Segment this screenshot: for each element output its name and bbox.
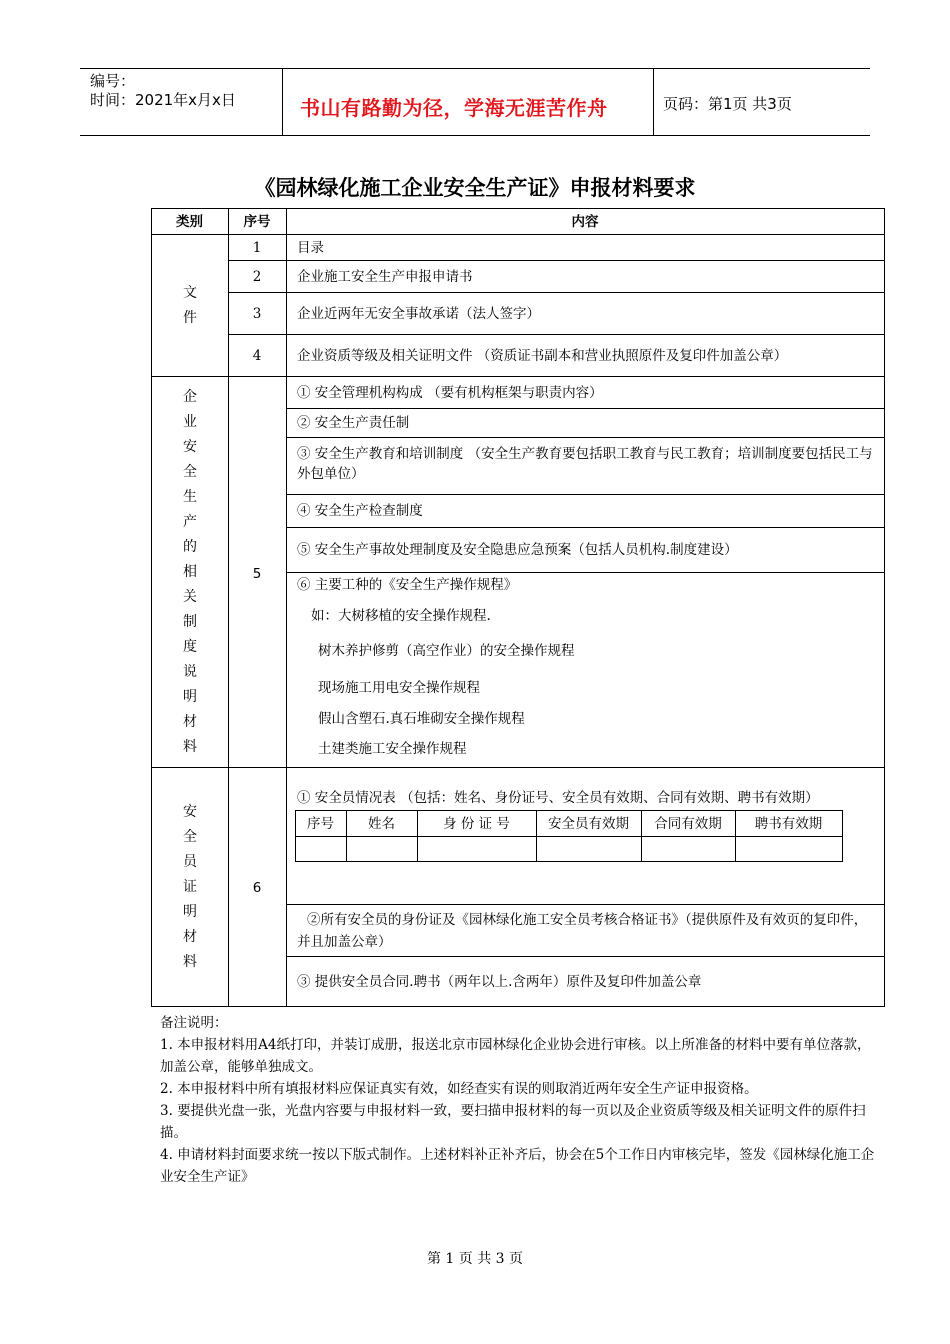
note-item: 4. 申请材料封面要求统一按以下版式制作。上述材料补正补齐后，协会在5个工作日内审核完毕，签发《园林绿化施工企业安全生产证》 [160, 1147, 875, 1185]
category-char: 制 [183, 614, 197, 630]
category-char: 相 [183, 564, 197, 580]
row-content: ②所有安全员的身份证及《园林绿化施工安全员考核合格证书》（提供原件及有效页的复印件，并且加盖公章） [297, 912, 868, 950]
notes-section [160, 1012, 880, 1188]
row-content: ① 安全管理机构构成 （要有机构框架与职责内容） [297, 385, 603, 401]
document-number-label: 编号： [90, 72, 136, 90]
row-number: 1 [252, 240, 262, 256]
category-char: 产 [183, 514, 197, 530]
document-title: 《园林绿化施工企业安全生产证》申报材料要求 [254, 176, 696, 200]
category-char: 生 [183, 489, 197, 505]
category-char: 料 [183, 739, 197, 755]
category-safety-officer [180, 800, 200, 975]
row-number: 6 [252, 880, 262, 896]
category-char: 度 [183, 639, 197, 655]
operation-rules-title: ⑥ 主要工种的《安全生产操作规程》 [297, 577, 518, 593]
header-content: 内容 [571, 214, 599, 230]
row-number: 3 [252, 306, 262, 322]
row-content: ③ 提供安全员合同.聘书（两年以上.含两年）原件及复印件加盖公章 [297, 974, 702, 990]
subtable-header: 合同有效期 [654, 816, 722, 832]
header-category: 类别 [176, 214, 203, 230]
notes-heading: 备注说明： [160, 1015, 228, 1031]
row-number: 5 [252, 566, 262, 582]
category-documents [180, 281, 200, 331]
subtable-header: 身 份 证 号 [443, 816, 510, 832]
category-char: 证 [183, 879, 197, 895]
category-char: 员 [183, 854, 197, 870]
note-item: 3. 要提供光盘一张，光盘内容要与申报材料一致，要扫描申报材料的每一页以及企业资质等级及相关证明文件的原件扫描。 [160, 1103, 866, 1141]
row-content: 企业近两年无安全事故承诺（法人签字） [297, 306, 540, 322]
category-char: 明 [183, 689, 197, 705]
operation-rule-item: 假山含塑石.真石堆砌安全操作规程 [318, 711, 525, 727]
category-char: 企 [183, 389, 197, 405]
category-char: 件 [183, 310, 197, 326]
header-number: 序号 [243, 214, 271, 230]
row-content: 企业资质等级及相关证明文件 （资质证书副本和营业执照原件及复印件加盖公章） [297, 348, 788, 364]
category-char: 全 [183, 464, 197, 480]
category-char: 材 [183, 714, 197, 730]
row-number: 2 [252, 269, 262, 285]
row-content: ⑤ 安全生产事故处理制度及安全隐患应急预案（包括人员机构.制度建设） [297, 542, 738, 558]
document-time-label: 时间：2021年x月x日 [90, 91, 236, 109]
row-content: 目录 [297, 240, 324, 256]
motto-text: 书山有路勤为径，学海无涯苦作舟 [300, 96, 608, 120]
category-char: 全 [183, 829, 197, 845]
category-safety-systems [180, 385, 200, 760]
category-char: 的 [183, 539, 197, 555]
category-char: 材 [183, 929, 197, 945]
safety-officer-table-title: ① 安全员情况表 （包括：姓名、身份证号、安全员有效期、合同有效期、聘书有效期） [297, 790, 819, 806]
page-indicator: 页码：第1页 共3页 [663, 95, 792, 113]
category-char: 安 [183, 439, 197, 455]
row-content: ② 安全生产责任制 [297, 415, 410, 431]
subtable-header: 序号 [307, 816, 334, 832]
category-char: 明 [183, 904, 197, 920]
subtable-header: 聘书有效期 [754, 816, 823, 832]
operation-rule-item: 如：大树移植的安全操作规程. [311, 608, 491, 624]
operation-rule-item: 树木养护修剪（高空作业）的安全操作规程 [318, 643, 575, 659]
category-char: 文 [183, 285, 197, 301]
category-char: 业 [183, 414, 197, 430]
category-char: 安 [183, 804, 197, 820]
category-char: 关 [183, 589, 197, 605]
row-content: ③ 安全生产教育和培训制度 （安全生产教育要包括职工教育与民工教育；培训制度要包括民工与外包单位） [297, 446, 873, 482]
subtable-header: 姓名 [368, 816, 395, 832]
operation-rule-item: 土建类施工安全操作规程 [318, 741, 467, 757]
subtable-header: 安全员有效期 [548, 816, 629, 832]
category-char: 料 [183, 954, 197, 970]
page-footer: 第 1 页 共 3 页 [426, 1251, 524, 1267]
row-number: 4 [252, 348, 262, 364]
operation-rule-item: 现场施工用电安全操作规程 [318, 680, 480, 696]
note-item: 2. 本申报材料中所有填报材料应保证真实有效，如经查实有误的则取消近两年安全生产证申报资格。 [160, 1081, 758, 1097]
row-content: ④ 安全生产检查制度 [297, 503, 423, 519]
row-content: 企业施工安全生产申报申请书 [297, 269, 473, 285]
note-item: 1. 本申报材料用A4纸打印，并装订成册，报送北京市园林绿化企业协会进行审核。以上所准备的材料中要有单位落款，加盖公章，能够单独成文。 [160, 1037, 871, 1075]
category-char: 说 [183, 664, 197, 680]
